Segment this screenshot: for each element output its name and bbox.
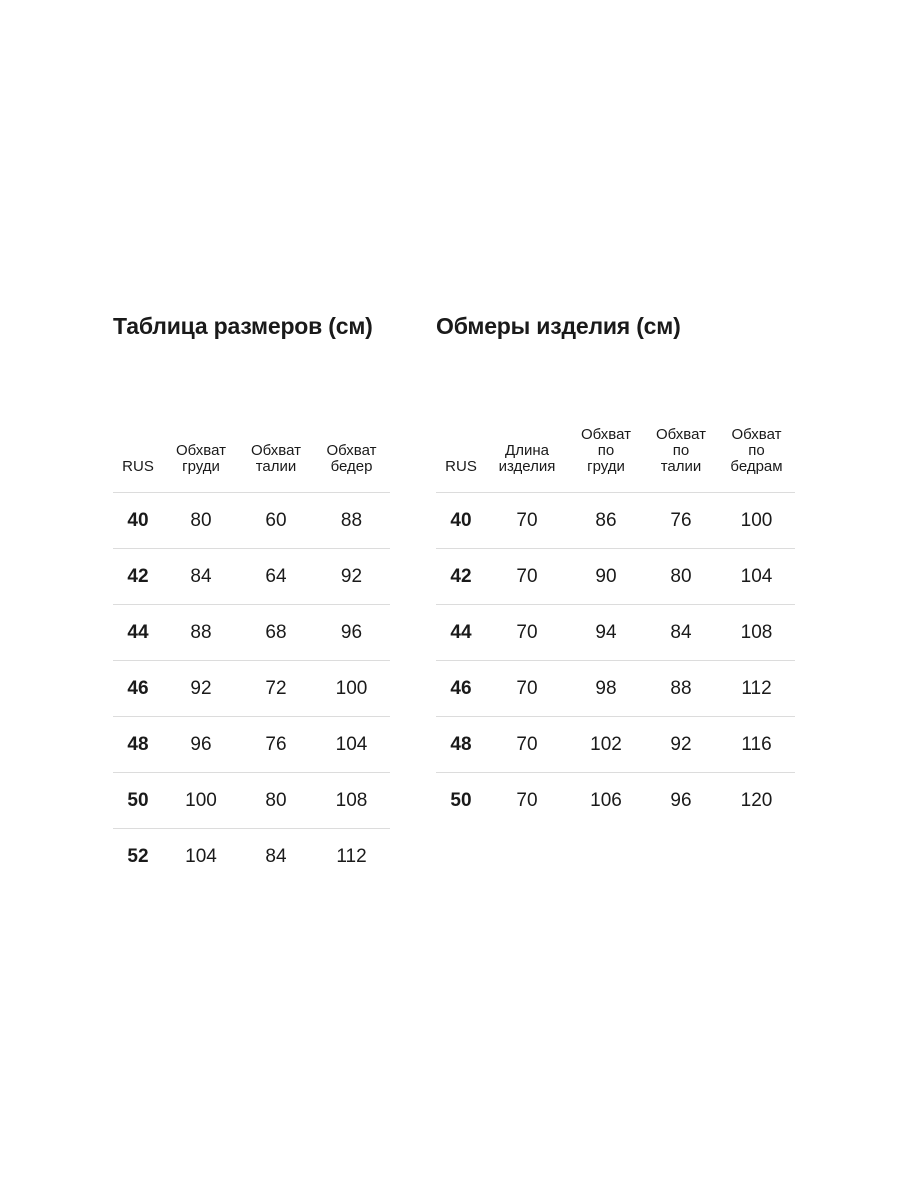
value-cell: 96	[670, 789, 692, 811]
value-cell: 112	[336, 845, 367, 867]
table-row	[113, 605, 390, 661]
header-length: Длина изделия	[498, 442, 556, 475]
header-rus: RUS	[122, 458, 154, 475]
header-hips: Обхват по бедрам	[730, 426, 783, 475]
header-waist: Обхват талии	[251, 442, 301, 475]
garment-header-row	[436, 410, 795, 493]
value-cell: 100	[185, 789, 217, 811]
size-chart-body	[113, 493, 390, 884]
value-cell: 88	[190, 621, 212, 643]
value-cell: 96	[340, 621, 363, 643]
header-chest: Обхват по груди	[581, 426, 631, 475]
header-hips: Обхват бедер	[326, 442, 377, 475]
table-row	[113, 661, 390, 717]
value-cell: 84	[670, 621, 692, 643]
size-cell: 48	[450, 733, 472, 755]
value-cell: 88	[670, 677, 692, 699]
table-row	[436, 661, 795, 717]
value-cell: 76	[265, 733, 287, 755]
value-cell: 116	[741, 733, 772, 755]
table-row	[436, 717, 795, 773]
value-cell: 120	[740, 789, 773, 811]
value-cell: 76	[670, 509, 692, 531]
garment-measurements-title: Обмеры изделия (см)	[436, 313, 681, 339]
value-cell: 80	[190, 509, 212, 531]
size-cell: 44	[127, 621, 149, 643]
size-cell: 48	[127, 733, 149, 755]
table-row	[113, 493, 390, 549]
value-cell: 108	[335, 789, 368, 811]
table-row	[113, 717, 390, 773]
size-cell: 40	[450, 509, 472, 531]
table-row	[113, 773, 390, 829]
value-cell: 70	[516, 621, 538, 643]
value-cell: 80	[670, 565, 692, 587]
value-cell: 72	[265, 677, 287, 699]
value-cell: 60	[265, 509, 287, 531]
value-cell: 70	[516, 509, 538, 531]
value-cell: 70	[516, 677, 538, 699]
value-cell: 86	[595, 509, 617, 531]
size-cell: 44	[450, 621, 472, 643]
header-chest: Обхват груди	[176, 442, 226, 475]
value-cell: 70	[516, 733, 538, 755]
value-cell: 106	[590, 789, 622, 811]
table-row	[436, 605, 795, 661]
value-cell: 94	[595, 621, 617, 643]
value-cell: 112	[741, 677, 772, 699]
value-cell: 92	[190, 677, 212, 699]
value-cell: 100	[335, 677, 368, 699]
table-row	[436, 493, 795, 549]
value-cell: 88	[340, 509, 363, 531]
value-cell: 96	[190, 733, 212, 755]
value-cell: 90	[595, 565, 617, 587]
size-cell: 42	[450, 565, 472, 587]
value-cell: 108	[740, 621, 773, 643]
size-cell: 50	[450, 789, 472, 811]
value-cell: 104	[185, 845, 217, 867]
value-cell: 92	[670, 733, 692, 755]
value-cell: 68	[265, 621, 287, 643]
value-cell: 92	[340, 565, 363, 587]
table-row	[436, 773, 795, 828]
value-cell: 104	[335, 733, 368, 755]
size-cell: 46	[127, 677, 149, 699]
size-chart-header-row	[113, 410, 390, 493]
garment-measurements-table	[436, 410, 795, 828]
value-cell: 102	[590, 733, 622, 755]
size-chart-title: Таблица размеров (см)	[113, 313, 373, 339]
size-cell: 42	[127, 565, 149, 587]
size-cell: 46	[450, 677, 472, 699]
value-cell: 104	[740, 565, 773, 587]
header-waist: Обхват по талии	[656, 426, 706, 475]
size-cell: 50	[127, 789, 149, 811]
table-row	[113, 549, 390, 605]
table-row	[436, 549, 795, 605]
value-cell: 64	[265, 565, 287, 587]
value-cell: 70	[516, 565, 538, 587]
table-row	[113, 829, 390, 884]
value-cell: 70	[516, 789, 538, 811]
value-cell: 98	[595, 677, 617, 699]
value-cell: 84	[190, 565, 212, 587]
size-cell: 52	[127, 845, 149, 867]
header-rus: RUS	[445, 458, 477, 475]
size-cell: 40	[127, 509, 149, 531]
size-chart-table	[113, 410, 390, 884]
value-cell: 100	[740, 509, 773, 531]
garment-measurements-body	[436, 493, 795, 828]
value-cell: 84	[265, 845, 287, 867]
value-cell: 80	[265, 789, 287, 811]
